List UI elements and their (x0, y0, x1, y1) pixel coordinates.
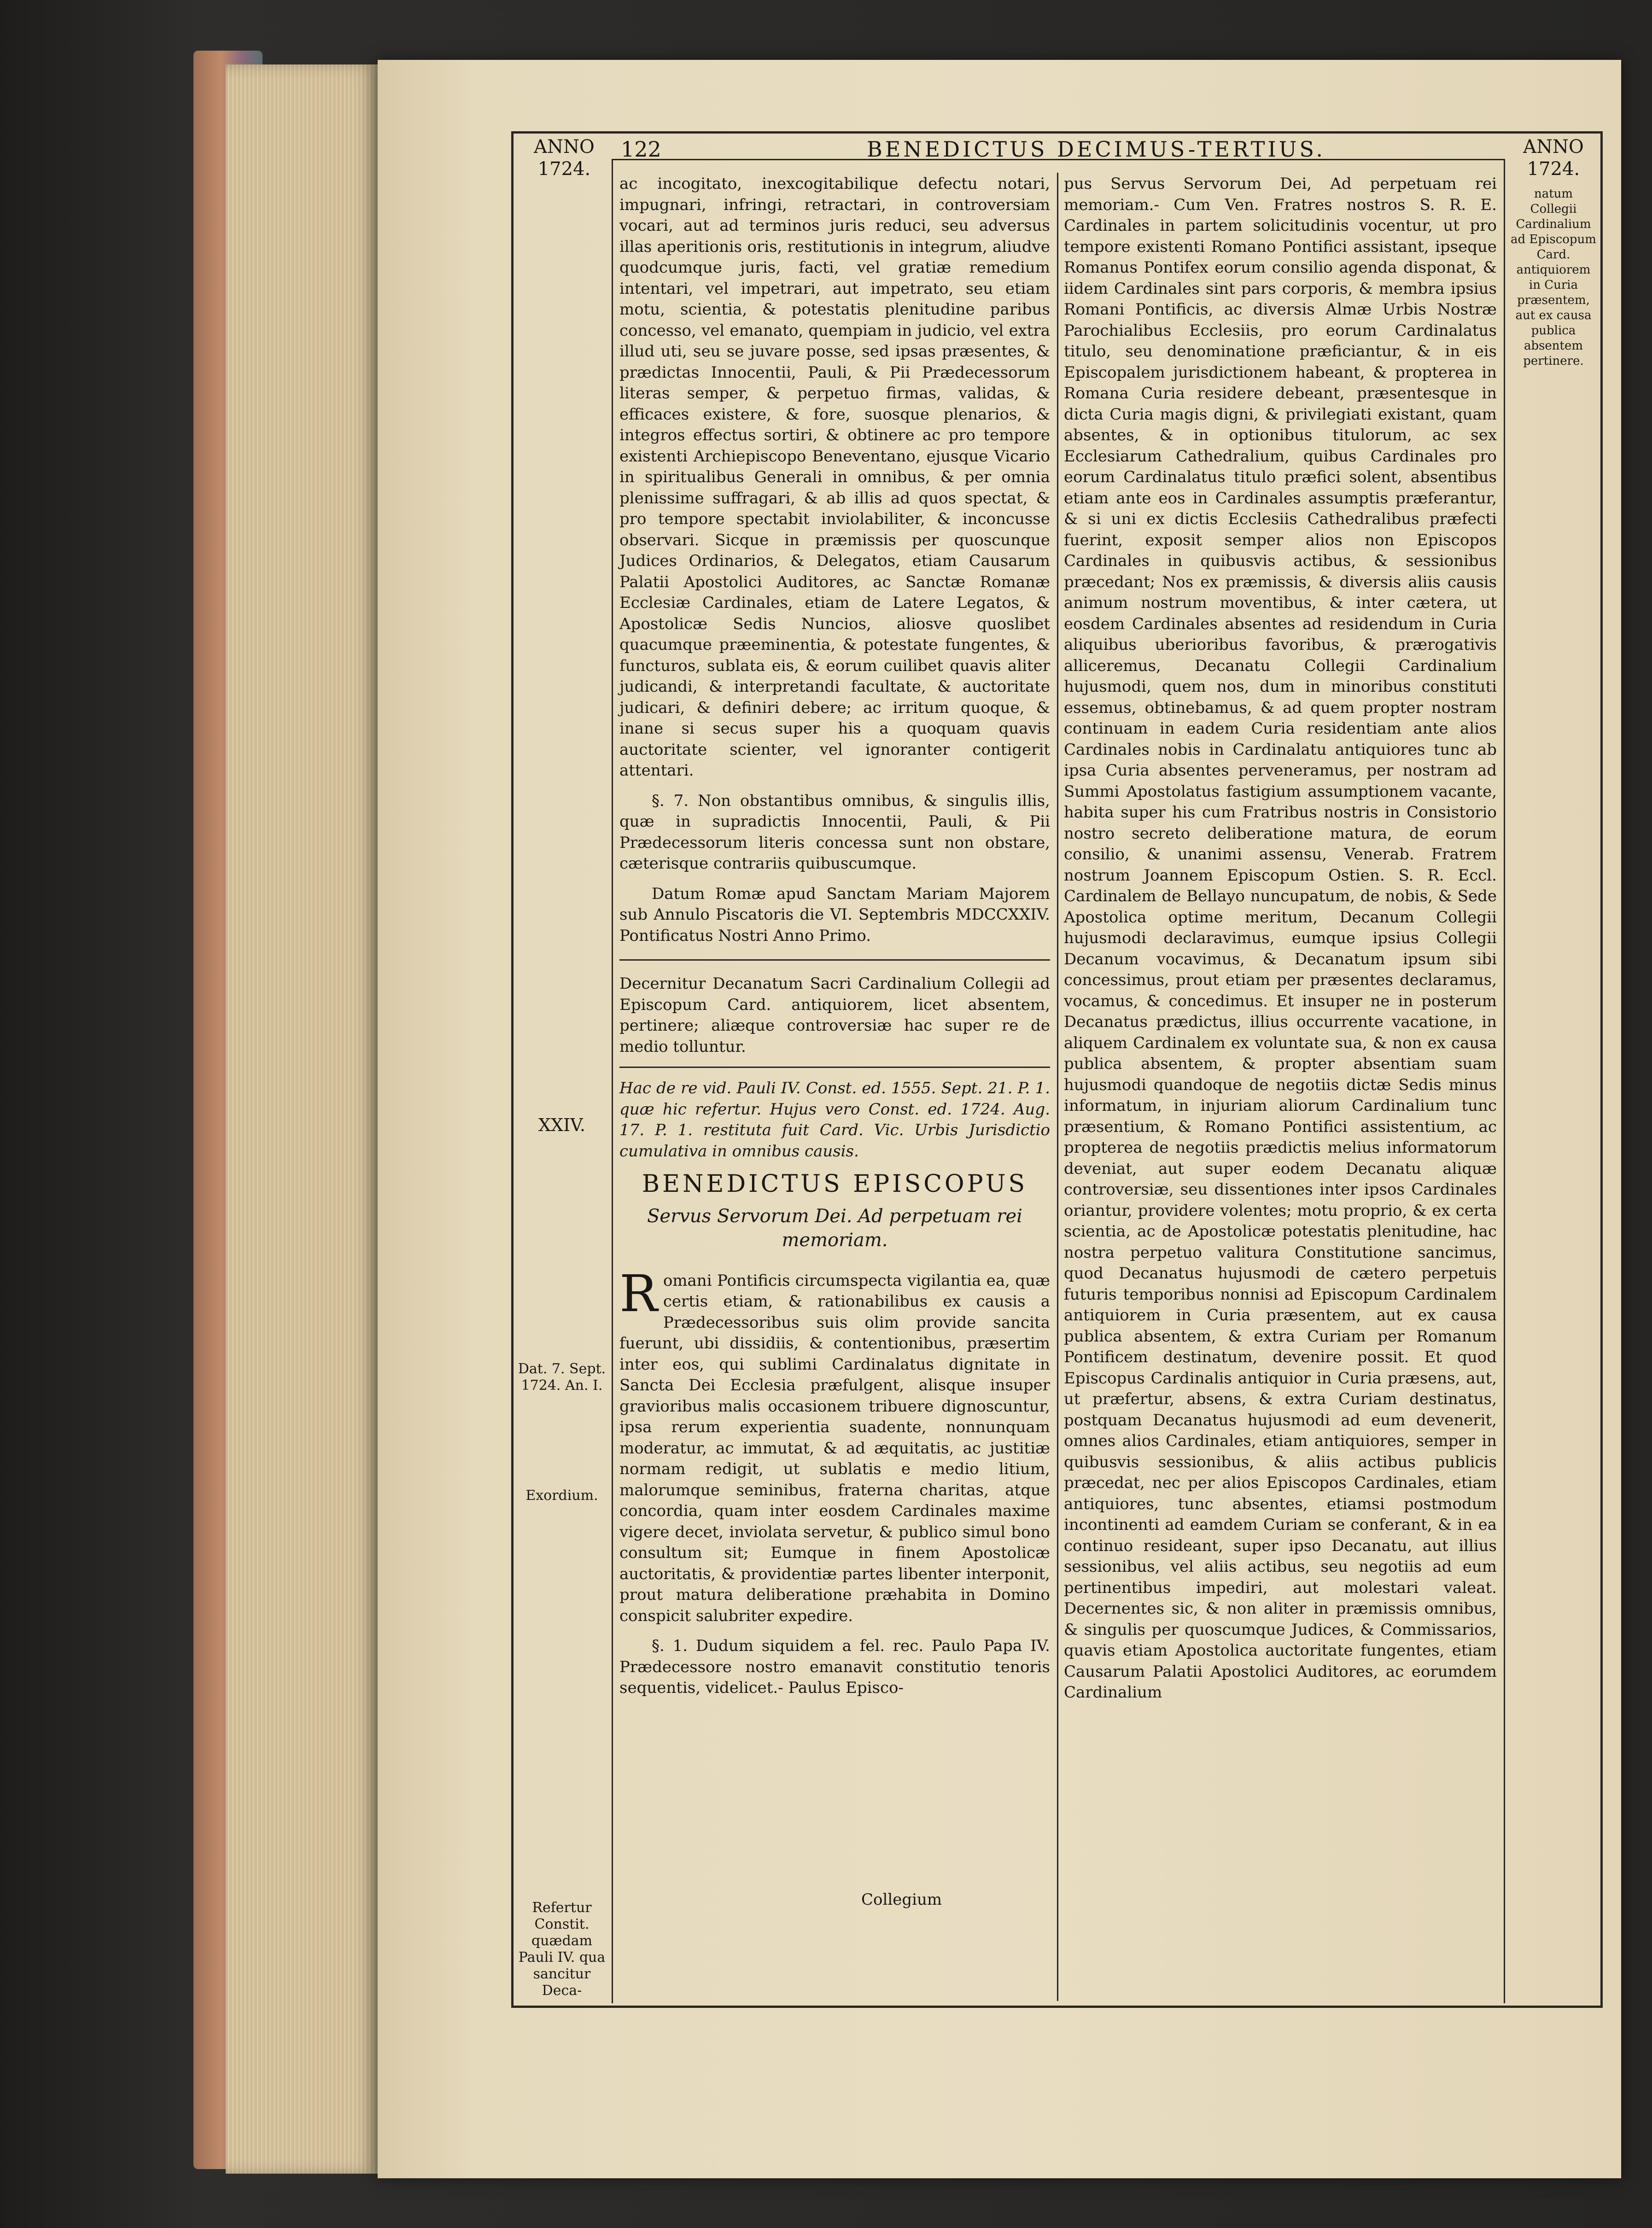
running-title: BENEDICTUS DECIMUS-TERTIUS. (866, 137, 1326, 162)
frame-rule-bottom (511, 2006, 1603, 2008)
margin-date: Dat. 7. Sept. 1724. An. I. (518, 1361, 606, 1394)
margin-number: XXIV. (538, 1115, 585, 1135)
left-paragraph-4-text: omani Pontificis circumspecta vigilantia ea, quæ certis etiam, & rationabilibus ex causis a Prædecessoribus suis olim provide sancita fuerunt, ubi dissidiis, & contentionibus, præsertim inter eos, qui sublimi Cardinalatus dignitate in Sancta Dei Ecclesia præfulgent, alisque insuper gravioribus malis occasionem tribuere dignoscuntur, ipsa rerum experientia suadente, nonnunquam moderatur, ac immutat, & ad æquitatis, ac justitiæ normam redigit, ut sublatis e medio litium, malorumque seminibus, fraterna charitas, atque concordia, quam inter eosdem Cardinales maxime vigere decet, inviolata servetur, & publico simul bono consultum sit; Eumque in finem Apostolicæ auctoritatis, & providentiæ partes libenter interponit, prout matura deliberatione præhabita in Domino conspicit salubriter expedire. (619, 1271, 1050, 1625)
left-paragraph-1: ac incogitato, inexcogitabilique defectu notari, impugnari, infringi, retractari, in controversiam vocari, aut ad terminos juris reduci, seu adversus illas aperitionis oris, restitutionis in integrum, aliudve quodcumque juris, facti, vel gratiæ remedium intentari, vel impetrari, aut impetrato, seu etiam motu, scientia, & potestatis plenitudine paribus concesso, vel emanato, quempiam in judicio, vel extra illud uti, seu se juvare posse, sed ipsas præsentes, & prædictas Innocentii, Pauli, & Pii Prædecessorum literas semper, & perpetuo firmas, validas, & efficaces existere, & fore, suosque plenarios, & integros effectus sortiri, & obtinere ac pro tempore existenti Archiepiscopo Beneventano, ejusque Vicario in spiritualibus Generali in omnibus, & per omnia plenissime suffragari, & ab illis ad quos spectat, & pro tempore spectabit inviolabiliter, & inconcusse observari. Sicque in præmissis per quoscunque Judices Ordinarios, & Delegatos, etiam Causarum Palatii Apostolici Auditores, ac Sanctæ Romanæ Ecclesiæ Cardinales, etiam de Latere Legatos, & Apostolicæ Sedis Nuncios, aliosve quoslibet quacumque præeminentia, & potestate fungentes, & functuros, sublata eis, & eorum cuilibet quavis aliter judicandi, & interpretandi facultate, & auctoritate judicari, & definiri debere; ac irritum quoque, & inane si secus super his a quoquam quavis auctoritate scienter, vel ignoranter contigerit attentari. (619, 175, 1050, 780)
constitution-summary: Decernitur Decanatum Sacri Cardinalium Collegii ad Episcopum Card. antiquiorem, licet absentem, pertinere; aliæque controversiæ hac super re de medio tolluntur. (619, 974, 1050, 1068)
frame-rule-top (511, 131, 1603, 134)
frame-rule-left (511, 131, 514, 2008)
left-paragraph-5: §. 1. Dudum siquidem a fel. rec. Paulo Papa IV. Prædecessore nostro emanavit constitutio tenoris sequentis, videlicet.- Paulus Episco- (619, 1637, 1050, 1697)
column-divider (1057, 173, 1058, 2001)
left-paragraph-3: Datum Romæ apud Sanctam Mariam Majorem sub Annulo Piscatoris die VI. Septembris MDCCXXIV. Pontificatus Nostri Anno Primo. (619, 884, 1050, 945)
left-paragraph-2: §. 7. Non obstantibus omnibus, & singulis illis, quæ in supradictis Innocentii, Pauli, & Pii Prædecessorum literis concessa sunt non obstare, cæterisque contrariis quibuscumque. (619, 791, 1050, 873)
constitution-subtitle: Servus Servorum Dei. Ad perpetuam rei memoriam. (647, 1205, 1022, 1251)
margin-rule-left (612, 159, 613, 2003)
right-paragraph-1: pus Servus Servorum Dei, Ad perpetuam rei memoriam.- Cum Ven. Fratres nostros S. R. E. Cardinales in partem solicitudinis vocentur, ut pro tempore existenti Romano Pontifici assistant, ipseque Romanus Pontifex eorum consilio agenda disponat, & iidem Cardinales sint pars corporis, & membra ipsius Romani Pontificis, ac diversis Almæ Urbis Nostræ Parochialibus Ecclesiis, pro eorum Cardinalatus titulo, seu denominatione præficiantur, & in eis Episcopalem jurisdictionem habeant, & propterea in Romana Curia residere debeant, præsentesque in dicta Curia magis digni, & privilegiati existant, quam absentes, & in optionibus titulorum, ac sex Ecclesiarum Cathedralium, quibus Cardinales pro eorum Cardinalatus titulo præfici solent, absentibus etiam ante eos in Cardinales assumptis præferantur, & si uni ex dictis Ecclesiis Cathedralibus præfecti fuerint, exposit semper alios non Episcopos Cardinales in quibusvis actibus, & sessionibus præcedant; Nos ex præmissis, & diversis aliis causis animum nostrum moventibus, & inter cætera, ut eosdem Cardinales absentes ad residendum in Curia aliquibus uberioribus favoribus, & prærogativis alliceremus, Decanatu Collegii Cardinalium hujusmodi, quem nos, dum in minoribus constituti essemus, obtinebamus, & ad quem propter nostram continuam in eadem Curia residentiam ante alios Cardinales nobis in Cardinalatu antiquiores tunc ab ipsa Curia absentes perveneramus, per nostram ad Summi Apostolatus fastigium assumptionem vacante, habita super his cum Fratribus nostris in Consistorio nostro secreto deliberatione matura, de eorum consilio, & unanimi assensu, Venerab. Fratrem nostrum Joannem Episcopum Ostien. S. R. Eccl. Cardinalem de Bellayo nuncupatum, de nobis, & Sede Apostolica optime meritum, Decanum Collegii hujusmodi declaravimus, eumque ipsius Collegii Decanum vocavimus, & Decanatum ipsum sibi concessimus, prout etiam per præsentes declaramus, vocamus, & concedimus. Et insuper ne in posterum Decanatus prædictus, illius occurrente vacatione, in aliquem Cardinalem ex voluntate sua, & non ex causa publica absentem, & propter absentiam suam hujusmodi quandoque de negotiis dictæ Sedis minus informatum, in injuriam aliorum Cardinalium tunc præsentium, & Romano Pontifici assistentium, ac propterea de negotiis prædictis melius informatorum deveniat, aut super eodem Decanatu aliquæ controversiæ, seu dissentiones inter ipsos Cardinales oriantur, providere volentes; motu proprio, & ex certa scientia, ac de Apostolicæ potestatis plenitudine, hac nostra perpetuo valitura Constitutione sancimus, quod Decanatus hujusmodi de cætero perpetuis futuris temporibus nonnisi ad Episcopum Cardinalem antiquiorem in Curia præsentem, aut ex causa publica absentem, & extra Curiam per Romanum Pontificem destinatum, devenire possit. Et quod Episcopus Cardinalis antiquior in Curia præsens, aut, ut præfertur, absens, & extra Curiam destinatus, postquam Decanatus hujusmodi ad eum devenerit, omnes alios Cardinales, etiam antiquiores, semper in quibusvis sessionibus, & aliis actibus publicis præcedat, nec per alios Episcopos Cardinales, etiam antiquiores, tunc absentes, etiamsi postmodum incontinenti ad eamdem Curiam se conferant, & in ea continuo resideant, super ipso Decanatu, aut illius sessionibus, vel aliis actibus, seu negotiis ad eum pertinentibus impediri, aut molestari valeat. Decernentes sic, & non aliter in præmissis omnibus, & singulis per quoscumque Judices, & Commissarios, quavis etiam Apostolica auctoritate fungentes, etiam Causarum Palatii Apostolici Auditores, ac eorumdem Cardinalium (1064, 175, 1497, 1702)
left-paragraph-4 (619, 1264, 1050, 1627)
margin-exordium: Exordium. (525, 1487, 598, 1504)
constitution-title: BENEDICTUS EPISCOPUS (642, 1170, 1028, 1198)
margin-rule-right (1504, 159, 1505, 2003)
right-column (1064, 174, 1497, 1713)
reference-note: Hac de re vid. Pauli IV. Const. ed. 1555. Sept. 21. P. 1. quæ hic refertur. Hujus vero Const. ed. 1724. Aug. 17. P. 1. restituta fuit Card. Vic. Urbis Jurisdictio cumulativa in omnibus causis. (619, 1079, 1050, 1161)
page-edges (226, 64, 378, 2174)
margin-refertur: Refertur Constit. quædam Pauli IV. qua sancitur Deca- (518, 1900, 606, 1999)
margin-right-note: natum Collegii Cardinalium ad Episcopum Card. antiquiorem in Curia præsentem, aut ex causa publica absentem pertinere. (1511, 187, 1596, 368)
year-label-left: ANNO 1724. (534, 136, 595, 180)
year-label-right: ANNO 1724. (1523, 136, 1584, 180)
left-column (619, 174, 1050, 1708)
catchword: Collegium (861, 1890, 942, 1909)
drop-cap: R (619, 1264, 658, 1323)
frame-rule-right (1600, 131, 1603, 2008)
page-frame (511, 131, 1603, 2008)
page-number: 122 (621, 137, 661, 162)
section-divider (619, 959, 1050, 961)
